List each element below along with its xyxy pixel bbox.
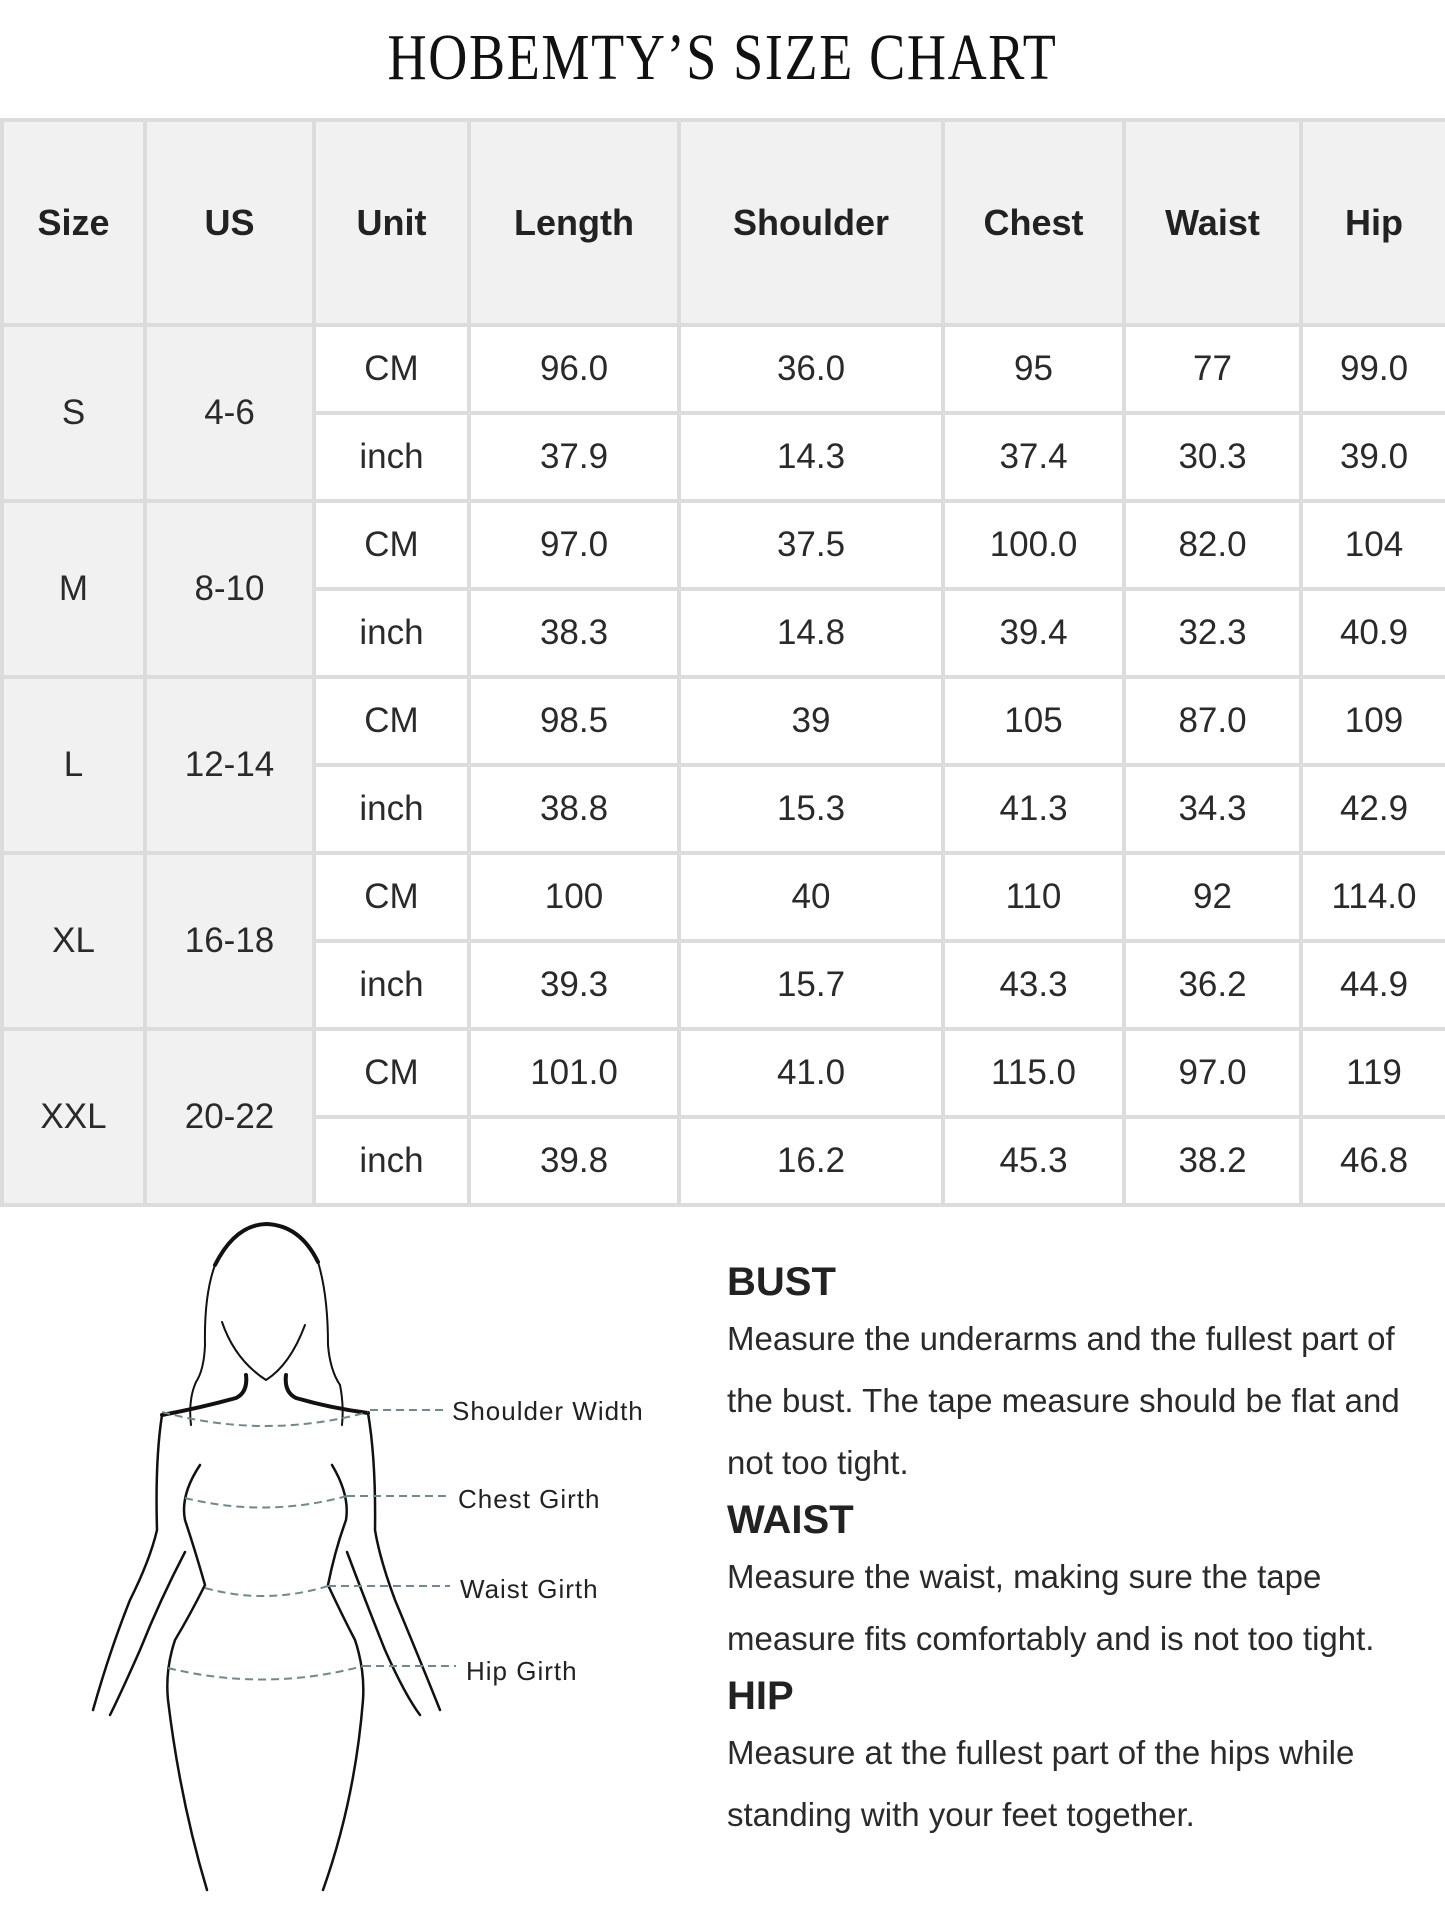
column-header-us: US — [145, 120, 314, 325]
us-size-cell: 16-18 — [145, 853, 314, 1029]
hip-cell: 42.9 — [1301, 765, 1445, 853]
chest-cell: 37.4 — [943, 413, 1124, 501]
chest-cell: 41.3 — [943, 765, 1124, 853]
hip-cell: 99.0 — [1301, 325, 1445, 413]
table-row — [2, 501, 1445, 589]
hip-cell: 46.8 — [1301, 1117, 1445, 1205]
waist-cell: 87.0 — [1124, 677, 1301, 765]
label-chest-girth: Chest Girth — [458, 1484, 601, 1514]
length-cell: 100 — [469, 853, 679, 941]
shoulder-cell: 36.0 — [679, 325, 943, 413]
page-title: HOBEMTY’S SIZE CHART — [387, 21, 1058, 94]
waist-cell: 92 — [1124, 853, 1301, 941]
unit-cell: inch — [314, 1117, 469, 1205]
shoulder-cell: 14.8 — [679, 589, 943, 677]
chest-cell: 100.0 — [943, 501, 1124, 589]
shoulder-cell: 41.0 — [679, 1029, 943, 1117]
column-header-waist: Waist — [1124, 120, 1301, 325]
column-header-shoulder: Shoulder — [679, 120, 943, 325]
unit-cell: CM — [314, 501, 469, 589]
length-cell: 38.3 — [469, 589, 679, 677]
size-cell: L — [2, 677, 145, 853]
hip-heading: HIP — [727, 1674, 794, 1718]
label-waist-girth: Waist Girth — [460, 1574, 599, 1604]
size-cell: XXL — [2, 1029, 145, 1205]
waist-cell: 77 — [1124, 325, 1301, 413]
length-cell: 39.8 — [469, 1117, 679, 1205]
bust-heading: BUST — [727, 1260, 836, 1304]
length-cell: 96.0 — [469, 325, 679, 413]
length-cell: 37.9 — [469, 413, 679, 501]
length-cell: 101.0 — [469, 1029, 679, 1117]
us-size-cell: 20-22 — [145, 1029, 314, 1205]
table-row — [2, 325, 1445, 413]
chest-cell: 95 — [943, 325, 1124, 413]
column-header-unit: Unit — [314, 120, 469, 325]
shoulder-cell: 40 — [679, 853, 943, 941]
waist-cell: 38.2 — [1124, 1117, 1301, 1205]
waist-cell: 32.3 — [1124, 589, 1301, 677]
bust-text: Measure the underarms and the fullest part of the bust. The tape measure should be flat and not too tight. — [727, 1320, 1400, 1481]
us-size-cell: 4-6 — [145, 325, 314, 501]
waist-cell: 34.3 — [1124, 765, 1301, 853]
shoulder-cell: 15.3 — [679, 765, 943, 853]
label-shoulder-width: Shoulder Width — [452, 1396, 644, 1426]
unit-cell: CM — [314, 677, 469, 765]
column-header-length: Length — [469, 120, 679, 325]
column-header-chest: Chest — [943, 120, 1124, 325]
hip-cell: 40.9 — [1301, 589, 1445, 677]
size-cell: M — [2, 501, 145, 677]
chest-cell: 45.3 — [943, 1117, 1124, 1205]
table-header-row — [2, 120, 1445, 325]
chest-cell: 39.4 — [943, 589, 1124, 677]
measurement-instructions — [727, 1256, 1437, 1846]
length-cell: 39.3 — [469, 941, 679, 1029]
length-cell: 97.0 — [469, 501, 679, 589]
column-header-size: Size — [2, 120, 145, 325]
hip-cell: 109 — [1301, 677, 1445, 765]
unit-cell: inch — [314, 765, 469, 853]
waist-text: Measure the waist, making sure the tape measure fits comfortably and is not too tight. — [727, 1558, 1375, 1657]
table-row — [2, 1029, 1445, 1117]
waist-cell: 97.0 — [1124, 1029, 1301, 1117]
hip-cell: 114.0 — [1301, 853, 1445, 941]
hip-text: Measure at the fullest part of the hips while standing with your feet together. — [727, 1734, 1355, 1833]
us-size-cell: 8-10 — [145, 501, 314, 677]
size-chart-table — [0, 118, 1445, 1207]
length-cell: 98.5 — [469, 677, 679, 765]
table-row — [2, 677, 1445, 765]
hip-cell: 119 — [1301, 1029, 1445, 1117]
body-measurement-figure — [0, 1200, 700, 1927]
unit-cell: inch — [314, 589, 469, 677]
size-cell: S — [2, 325, 145, 501]
waist-cell: 30.3 — [1124, 413, 1301, 501]
shoulder-cell: 39 — [679, 677, 943, 765]
chest-cell: 115.0 — [943, 1029, 1124, 1117]
size-cell: XL — [2, 853, 145, 1029]
unit-cell: inch — [314, 413, 469, 501]
label-hip-girth: Hip Girth — [466, 1656, 578, 1686]
hip-cell: 39.0 — [1301, 413, 1445, 501]
shoulder-cell: 37.5 — [679, 501, 943, 589]
length-cell: 38.8 — [469, 765, 679, 853]
hip-cell: 104 — [1301, 501, 1445, 589]
unit-cell: inch — [314, 941, 469, 1029]
chest-cell: 110 — [943, 853, 1124, 941]
chest-cell: 43.3 — [943, 941, 1124, 1029]
waist-cell: 36.2 — [1124, 941, 1301, 1029]
waist-cell: 82.0 — [1124, 501, 1301, 589]
unit-cell: CM — [314, 853, 469, 941]
chest-cell: 105 — [943, 677, 1124, 765]
woman-silhouette-icon — [0, 1200, 700, 1927]
table-row — [2, 853, 1445, 941]
column-header-hip: Hip — [1301, 120, 1445, 325]
us-size-cell: 12-14 — [145, 677, 314, 853]
shoulder-cell: 14.3 — [679, 413, 943, 501]
waist-heading: WAIST — [727, 1498, 854, 1542]
unit-cell: CM — [314, 1029, 469, 1117]
unit-cell: CM — [314, 325, 469, 413]
shoulder-cell: 16.2 — [679, 1117, 943, 1205]
shoulder-cell: 15.7 — [679, 941, 943, 1029]
hip-cell: 44.9 — [1301, 941, 1445, 1029]
